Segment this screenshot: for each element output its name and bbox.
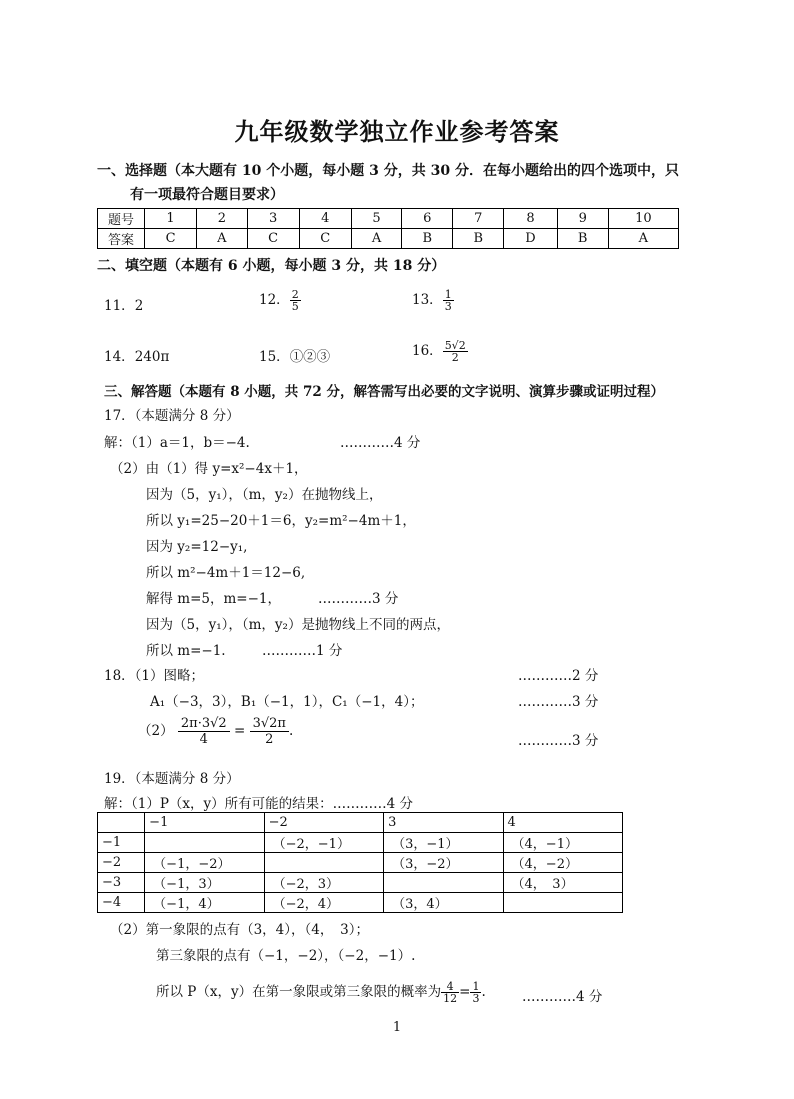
q17-line6: 所以 m²−4m＋1＝12−6, xyxy=(146,565,306,581)
q19-fraction-1 xyxy=(441,981,459,1004)
q13-fraction xyxy=(443,289,454,312)
table-cell: −1 xyxy=(98,833,145,853)
denominator: 2 xyxy=(451,351,459,364)
page-number: 1 xyxy=(392,1020,402,1035)
table-cell: 2 xyxy=(197,209,248,229)
table-cell: （−2，−1） xyxy=(264,833,383,853)
numerator: 3√2π xyxy=(250,716,289,732)
q11-label: 11． xyxy=(104,298,135,314)
answer-14 xyxy=(104,345,169,365)
table-cell: C xyxy=(145,229,197,249)
numerator: 2 xyxy=(291,288,299,301)
q17-line4: 所以 y₁=25−20＋1＝6，y₂=m²−4m＋1， xyxy=(146,513,416,529)
table-cell: B xyxy=(557,229,608,249)
table-cell: 1 xyxy=(145,209,197,229)
table-cell xyxy=(145,833,264,853)
table-cell: （4， 3） xyxy=(503,873,622,893)
numerator: 4 xyxy=(441,981,459,993)
table-row xyxy=(98,813,623,833)
table-cell: 9 xyxy=(557,209,608,229)
table-cell: 4 xyxy=(299,209,351,229)
q18-fraction-2 xyxy=(250,716,289,747)
q12-label: 12． xyxy=(259,292,290,308)
q18-line1: A₁（−3，3），B₁（−1，1），C₁（−1，4）； xyxy=(150,694,424,710)
numerator: 1 xyxy=(472,980,480,993)
q13-label: 13． xyxy=(412,292,443,308)
choice-answer-table xyxy=(97,208,679,249)
numerator: 1 xyxy=(444,288,452,301)
table-cell: （3，−2） xyxy=(384,853,503,873)
table-cell: −3 xyxy=(98,873,145,893)
denominator: 4 xyxy=(199,732,208,747)
table-cell: 8 xyxy=(504,209,557,229)
q18-equals: = xyxy=(233,723,246,739)
section2-heading: 二、填空题（本题有 6 小题，每小题 3 分，共 18 分） xyxy=(97,258,446,274)
table-cell: −4 xyxy=(98,893,145,913)
table-cell: 答案 xyxy=(98,229,145,249)
numerator: 2π·3√2 xyxy=(178,716,230,732)
table-row xyxy=(98,893,623,913)
q19-eq: = xyxy=(459,984,471,1000)
q17-score1: …………4 分 xyxy=(340,435,421,451)
q17-score9: …………1 分 xyxy=(262,643,343,659)
table-cell: （−1，3） xyxy=(145,873,264,893)
table-cell: B xyxy=(402,229,453,249)
q17-line9: 所以 m=−1. xyxy=(146,643,226,659)
table-cell: 4 xyxy=(503,813,622,833)
table-cell: 3 xyxy=(247,209,299,229)
q17-header: 17．（本题满分 8 分） xyxy=(104,408,240,424)
q15-label: 15． xyxy=(259,349,290,365)
table-cell: （−1，−2） xyxy=(145,853,264,873)
q11-value: 2 xyxy=(134,298,144,314)
table-cell xyxy=(503,893,622,913)
q18-fraction-1 xyxy=(178,716,230,747)
outcome-table xyxy=(97,812,623,913)
q19-line4-suffix: . xyxy=(481,984,486,1000)
q17-line7: 解得 m=5，m=−1， xyxy=(146,591,282,607)
numerator: 5√2 xyxy=(444,339,466,352)
section1-heading-line2: 有一项最符合题目要求） xyxy=(130,187,284,203)
denominator: 5 xyxy=(291,300,299,313)
q19-line3: 第三象限的点有（−1，−2），（−2，−1）. xyxy=(156,948,416,964)
q18-score1: …………3 分 xyxy=(518,694,599,710)
table-cell: −1 xyxy=(145,813,264,833)
q17-line1: 解：（1）a＝1，b＝−4. xyxy=(104,435,250,451)
table-row xyxy=(98,873,623,893)
table-cell: （4，−1） xyxy=(503,833,622,853)
q19-line1: 解：（1）P（x，y）所有可能的结果：…………4 分 xyxy=(104,796,414,812)
denominator: 3 xyxy=(444,300,452,313)
table-cell: （4，−2） xyxy=(503,853,622,873)
answer-13 xyxy=(412,288,454,312)
table-row xyxy=(98,209,679,229)
table-cell: B xyxy=(453,229,504,249)
q19-fraction-2 xyxy=(470,981,481,1004)
denominator: 12 xyxy=(443,992,458,1005)
section1-heading-line1: 一、选择题（本大题有 10 个小题，每小题 3 分，共 30 分．在每小题给出的四个选项中，只 xyxy=(97,163,679,179)
q18-line2 xyxy=(138,716,293,747)
table-cell: A xyxy=(197,229,248,249)
table-cell: 3 xyxy=(384,813,503,833)
q17-line5: 因为 y₂=12−y₁, xyxy=(146,539,248,555)
table-cell: C xyxy=(247,229,299,249)
q12-fraction xyxy=(290,289,301,312)
table-cell: 5 xyxy=(351,209,402,229)
table-cell: 6 xyxy=(402,209,453,229)
table-cell: （3，4） xyxy=(384,893,503,913)
q19-line2: （2）第一象限的点有（3，4），（4， 3）； xyxy=(110,922,369,938)
table-row xyxy=(98,229,679,249)
q18-score2: …………3 分 xyxy=(518,733,599,749)
table-cell: （−2，3） xyxy=(264,873,383,893)
page-title: 九年级数学独立作业参考答案 xyxy=(234,117,560,146)
table-cell: −2 xyxy=(264,813,383,833)
q16-fraction xyxy=(443,340,468,363)
q17-line8: 因为（5，y₁），（m，y₂）是抛物线上不同的两点， xyxy=(146,617,450,633)
q19-score4: …………4 分 xyxy=(522,989,603,1005)
answer-16 xyxy=(412,339,468,363)
q18-score-header: …………2 分 xyxy=(518,668,599,684)
table-cell: C xyxy=(299,229,351,249)
table-cell xyxy=(384,873,503,893)
q18-line2-suffix: . xyxy=(288,723,294,739)
denominator: 3 xyxy=(472,992,480,1005)
q16-label: 16． xyxy=(412,343,443,359)
answer-12 xyxy=(259,288,301,312)
table-cell: −2 xyxy=(98,853,145,873)
table-cell: （−1，4） xyxy=(145,893,264,913)
table-cell xyxy=(98,813,145,833)
q17-line2: （2）由（1）得 y=x²−4x＋1， xyxy=(110,461,308,477)
q15-value: ①②③ xyxy=(289,349,331,365)
q18-header: 18．（1）图略； xyxy=(104,668,205,684)
q19-header: 19．（本题满分 8 分） xyxy=(104,771,240,787)
q14-label: 14． xyxy=(104,349,135,365)
q17-score7: …………3 分 xyxy=(318,591,399,607)
table-cell xyxy=(264,853,383,873)
table-cell: （3，−1） xyxy=(384,833,503,853)
table-cell: 题号 xyxy=(98,209,145,229)
section3-heading: 三、解答题（本题有 8 小题，共 72 分，解答需写出必要的文字说明、演算步骤或证明过程） xyxy=(104,384,664,400)
q17-line3: 因为（5，y₁），（m，y₂）在抛物线上， xyxy=(146,487,383,503)
table-cell: D xyxy=(504,229,557,249)
answer-15 xyxy=(259,345,330,365)
table-cell: 7 xyxy=(453,209,504,229)
q19-line4-prefix: 所以 P（x，y）在第一象限或第三象限的概率为 xyxy=(156,984,442,1000)
table-row xyxy=(98,853,623,873)
table-cell: A xyxy=(351,229,402,249)
table-cell: A xyxy=(608,229,678,249)
q19-line4 xyxy=(156,980,486,1004)
q14-value: 240π xyxy=(134,349,170,365)
table-cell: 10 xyxy=(608,209,678,229)
answer-11 xyxy=(104,294,143,314)
table-cell: （−2，4） xyxy=(264,893,383,913)
denominator: 2 xyxy=(265,732,274,747)
q18-line2-prefix: （2） xyxy=(138,723,174,739)
table-row xyxy=(98,833,623,853)
